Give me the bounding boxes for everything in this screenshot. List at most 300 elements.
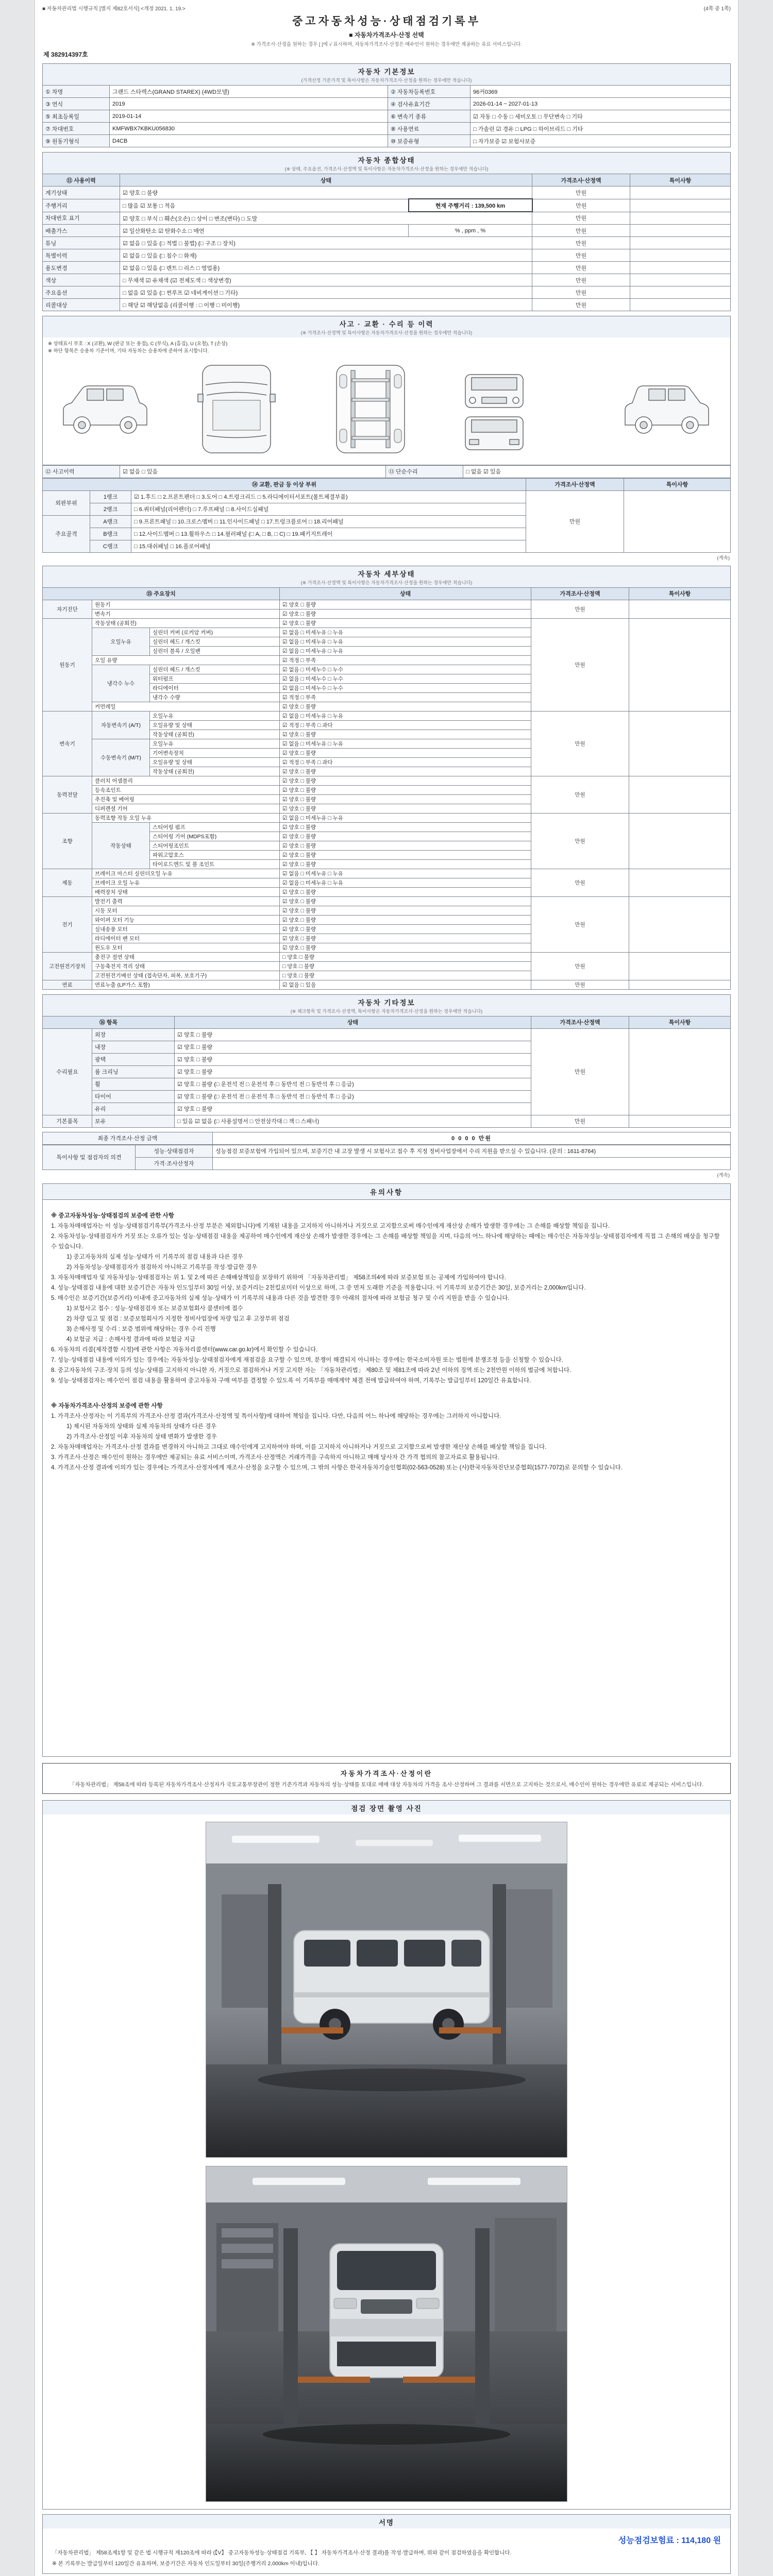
table-cell[interactable]: ☑ 없음 □ 미세누유 □ 누유 — [280, 628, 531, 637]
table-cell: 만원 — [532, 262, 630, 274]
table-cell: 오일유량 및 상태 — [150, 720, 280, 730]
table-cell — [630, 187, 731, 199]
column-header: 특이사항 — [630, 174, 731, 187]
table-cell[interactable]: ☑ 양호 □ 불량 — [280, 794, 531, 804]
notice-line: 1. 가격조사·산정자는 이 기록부의 가격조사·산정 결과(가격조사·산정액 및 특이사항)에 대하여 책임을 집니다. 다만, 다음의 어느 하나에 해당하는 경우에는 그러하지 아니합니다. — [51, 1413, 501, 1419]
table-cell: 변속기 — [43, 711, 92, 776]
table-cell: 실린더 블록 / 오일팬 — [150, 646, 280, 655]
table-cell: 전기 — [43, 896, 92, 952]
table-cell: 시동 모터 — [92, 906, 280, 915]
column-header: 상태 — [280, 587, 531, 600]
table-cell: 주행거리 — [43, 199, 120, 212]
notice-line: 2) 차량 입고 및 점검 : 보증보험회사가 지정한 정비사업장에 차량 입고 후 고장부위 점검 — [66, 1315, 290, 1322]
table-cell[interactable]: ☑ 없음 □ 있음 (□ 침수 □ 화재) — [120, 249, 532, 262]
notice-line: 3) 손해사정 및 수리 : 보증 범위에 해당하는 경우 수리 진행 — [66, 1326, 216, 1332]
table-cell: 만원 — [532, 237, 630, 249]
table-cell: 작동상태 (공회전) — [150, 730, 280, 739]
table-cell: 성능·상태점검자 — [136, 1145, 213, 1157]
table-cell: 기본품목 — [43, 1115, 92, 1127]
table-cell: 와이퍼 모터 기능 — [92, 915, 280, 924]
column-header: 상태 — [120, 174, 532, 187]
table-cell: 만원 — [531, 1115, 629, 1127]
table-cell[interactable]: □ 무채색 ☑ 유채색 (☑ 전체도색 □ 색상변경) — [120, 274, 532, 286]
table-cell[interactable]: ☑ 양호 □ 부식 □ 훼손(오손) □ 상이 □ 변조(변타) □ 도말 — [120, 212, 532, 225]
table-cell[interactable]: ☑ 없음 □ 미세누유 □ 누유 — [280, 813, 531, 822]
inspection-photo-2 — [206, 2166, 567, 2502]
table-cell: 그랜드 스타렉스(GRAND STAREX) (4WD모델) — [110, 86, 388, 98]
table-cell[interactable]: ☑ 없음 □ 있음 (□ 적법 □ 불법) (□ 구조 □ 장치) — [120, 237, 532, 249]
table-cell[interactable]: ☑ 없음 □ 미세누유 □ 누유 — [280, 739, 531, 748]
inspection-photos — [42, 1815, 731, 2510]
inspection-record-page — [35, 0, 738, 2576]
table-cell: 만원 — [531, 980, 629, 989]
comprehensive-state-table — [42, 174, 731, 311]
table-cell — [629, 980, 731, 989]
column-header: ⑯ 항목 — [43, 1016, 175, 1028]
table-cell: ⑥ 변속기 종류 — [388, 110, 470, 123]
table-cell[interactable]: ☑ 양호 □ 불량 — [280, 943, 531, 952]
table-cell: 최종 가격조사·산정 금액 — [43, 1132, 213, 1144]
notice-line — [51, 1386, 722, 1396]
table-cell: 타이로드엔드 및 볼 조인트 — [150, 859, 280, 869]
table-cell — [630, 212, 731, 225]
table-cell: 유리 — [92, 1103, 175, 1115]
notice-line: 4) 보험금 지급 : 손해사정 결과에 따라 보험금 지급 — [66, 1336, 196, 1343]
table-cell — [630, 262, 731, 274]
table-cell: 만원 — [531, 869, 629, 896]
table-cell — [629, 952, 731, 980]
table-cell: 작동상태 (공회전) — [150, 767, 280, 776]
column-header: 가격조사·산정액 — [526, 478, 624, 490]
photos-section-title: 점검 장면 촬영 사진 — [351, 1804, 422, 1812]
table-cell — [629, 600, 731, 618]
notice-line: 4. 성능·상태점검 내용에 대한 보증기간은 자동차 인도일부터 30일 이상, 보증거리는 2천킬로미터 이상으로 하며, 그 중 먼저 도래한 기준을 적용합니다. 이 기록부의 보증기간은 30일, 보증거리는 2,000km입니다. — [51, 1284, 586, 1291]
table-cell[interactable]: □ 있음 ☑ 없음 (□ 사용설명서 □ 안전삼각대 □ 잭 □ 스패너) — [175, 1115, 531, 1127]
inspection-insurance-fee — [52, 2534, 721, 2546]
column-header: 특이사항 — [629, 1016, 731, 1028]
table-cell: 작동상태 — [92, 822, 150, 869]
continued-marker-2: (계속) — [717, 1172, 730, 1178]
table-cell[interactable]: ☑ 양호 □ 불량 — [280, 785, 531, 794]
table-cell[interactable]: ☑ 일산화탄소 ☑ 탄화수소 □ 매연 — [120, 225, 409, 237]
table-cell[interactable]: ☑ 양호 □ 불량 — [175, 1041, 531, 1053]
price-survey-option[interactable]: ■ 자동차가격조사·산정 선택 — [349, 31, 424, 39]
table-cell: 실린더 헤드 / 개스킷 — [150, 665, 280, 674]
table-cell[interactable]: ☑ 양호 □ 불량 — [280, 859, 531, 869]
table-cell[interactable]: ☑ 없음 □ 미세누수 □ 누수 — [280, 665, 531, 674]
table-cell[interactable]: ☑ 양호 □ 불량 — [280, 896, 531, 906]
table-cell: 스티어링 펌프 — [150, 822, 280, 832]
table-cell[interactable]: ☑ 양호 □ 불량 — [280, 915, 531, 924]
notice-line: 1) 보험사고 접수 : 성능·상태점검자 또는 보증보험회사 콜센터에 접수 — [66, 1305, 243, 1312]
table-cell: 휠 — [92, 1078, 175, 1090]
table-cell: 라디에이터 팬 모터 — [92, 934, 280, 943]
column-header: ⑪ 사용이력 — [43, 174, 120, 187]
table-cell: 조향 — [43, 813, 92, 869]
table-cell — [630, 199, 731, 212]
notice-line: 2. 자동차매매업자는 가격조사·산정 결과를 변경하지 아니하고 그대로 매수인에게 고지하여야 하며, 이를 고지하지 아니하거나 거짓으로 고지함으로써 발생한 재산상 손해를 배상할 책임을 집니다. — [51, 1444, 547, 1450]
table-cell: KMFWBX7KBKU056830 — [110, 123, 388, 135]
notice-line: 2. 자동차성능·상태점검자가 거짓 또는 오류가 있는 성능·상태점검 내용을 제공하여 매수인에게 재산상 손해가 발생한 경우에는 그 손해를 배상할 책임을 지며, 다음의 어느 하나에 해당하는 때에는 매수인은 자동차성능·상태점검자에게 직접 그 손해의 배상을 청구할 수 있습니다. — [51, 1233, 720, 1250]
table-cell: 오일누유 — [150, 739, 280, 748]
table-cell[interactable]: ☑ 양호 □ 불량 — [175, 1053, 531, 1065]
table-cell: B랭크 — [90, 528, 131, 540]
table-cell: 연료누출 (LP가스 포함) — [92, 980, 280, 989]
table-cell: 워터펌프 — [150, 674, 280, 683]
table-cell: 광택 — [92, 1053, 175, 1065]
table-cell: 고전원전기배선 상태 (접속단자, 피복, 보호기구) — [92, 971, 280, 980]
table-cell: 오일누유 — [150, 711, 280, 720]
table-cell: 만원 — [531, 896, 629, 952]
table-cell: 계기상태 — [43, 187, 120, 199]
table-cell[interactable]: ☑ 없음 □ 있음 — [280, 980, 531, 989]
table-cell: 파워고압호스 — [150, 850, 280, 859]
table-cell[interactable]: □ 자가보증 ☑ 보험사보증 — [470, 135, 731, 147]
table-cell: % , ppm , % — [409, 225, 532, 237]
table-cell[interactable]: ☑ 적정 □ 부족 □ 과다 — [280, 757, 531, 767]
section-comprehensive-title: 자동차 종합상태 — [358, 157, 415, 164]
table-cell: 만원 — [531, 776, 629, 813]
table-cell: 자기진단 — [43, 600, 92, 618]
notice-line: 2) 자동차성능·상태점검자가 점검하지 아니하고 기록부를 작성·발급한 경우 — [66, 1264, 258, 1270]
table-cell[interactable]: ☑ 양호 □ 불량 — [280, 887, 531, 896]
table-cell[interactable]: ☑ 양호 □ 불량 — [280, 618, 531, 628]
table-cell: 실린더 커버 (로커암 커버) — [150, 628, 280, 637]
table-cell: 스티어링 기어 (MDPS포함) — [150, 832, 280, 841]
table-cell[interactable]: ☑ 없음 □ 미세누수 □ 누수 — [280, 674, 531, 683]
table-cell[interactable]: □ 15.대쉬패널 □ 16.플로어패널 — [131, 540, 526, 552]
section-accident-note: (※ 가격조사·산정액 및 특이사항은 자동차가격조사·산정을 원하는 경우에만 적습니다) — [300, 330, 473, 335]
section-etc-title: 자동차 기타정보 — [358, 998, 415, 1007]
table-cell: 성능점검 보증보험에 가입되어 있으며, 보증기간 내 고장 발생 시 보험사고 접수 후 지정 정비사업장에서 수리 지원을 받으실 수 있습니다. (문의 : 1611-8764) — [213, 1145, 731, 1157]
table-cell[interactable]: □ 없음 ☑ 있음 — [463, 465, 731, 478]
table-cell[interactable]: ☑ 없음 □ 미세누수 □ 누수 — [280, 683, 531, 692]
notice-line: 1. 자동차매매업자는 이 성능·상태점검기록부(가격조사·산정 부분은 제외합니다)에 기재된 내용을 고지하지 아니하거나 거짓으로 고지함으로써 매수인에게 재산상 손해가 발생한 경우에는 그 손해를 배상할 책임을 집니다. — [51, 1223, 610, 1229]
table-cell[interactable]: □ 9.프론트패널 □ 10.크로스멤버 □ 11.인사이드패널 □ 17.트렁크플로어 □ 18.리어패널 — [131, 515, 526, 528]
section-etc-note: (※ 체크항목 및 가격조사·산정액, 특이사항은 자동차가격조사·산정을 원하는 경우에만 적습니다) — [290, 1008, 483, 1014]
table-cell — [630, 225, 731, 237]
table-cell: ③ 연식 — [43, 98, 110, 110]
table-cell: 0 0 0 0 만원 — [213, 1132, 731, 1144]
column-header: 가격조사·산정액 — [531, 1016, 629, 1028]
table-cell: 만원 — [531, 813, 629, 869]
notice-line: 3. 가격조사·산정은 매수인이 원하는 경우에만 제공되는 유료 서비스이며, 가격조사·산정액은 거래가격을 구속하지 아니하고 매매 당사자 간 가격 협의의 참고자료로 활용됩니다. — [51, 1454, 499, 1461]
table-cell: 내장 — [92, 1041, 175, 1053]
table-cell: 원동기 — [43, 618, 92, 711]
table-cell: 자동변속기 (A/T) — [92, 711, 150, 739]
table-cell: 발전기 출력 — [92, 896, 280, 906]
signature-statement[interactable]: 「자동차관리법」 제58조제1항 및 같은 법 시행규칙 제120조에 따라 (【V】 중고자동차성능·상태점검 기록부, 【 】 자동차가격조사·산정 결과)를 작성·발급하며, 위와 같이 점검하였음을 확인합니다. — [52, 2549, 512, 2556]
inspector-opinion-table — [42, 1145, 731, 1170]
table-cell: 충전구 절연 상태 — [92, 952, 280, 961]
table-cell: 리콜대상 — [43, 299, 120, 311]
table-cell[interactable]: □ 없음 ☑ 있음 (□ 썬루프 ☑ 네비게이션 □ 기타) — [120, 286, 532, 299]
table-cell[interactable]: ☑ 양호 □ 불량 — [280, 850, 531, 859]
notice-line: 2) 가격조사·산정일 이후 자동차의 상태 변화가 발생한 경우 — [66, 1433, 217, 1440]
table-cell: 특이사항 및 점검자의 의견 — [43, 1145, 136, 1170]
table-cell: 2026-01-14 ~ 2027-01-13 — [470, 98, 731, 110]
table-cell[interactable]: ☑ 양호 □ 불량 (□ 운전석 전 □ 운전석 후 □ 동반석 전 □ 동반석 후 □ 응급) — [175, 1090, 531, 1103]
table-cell — [630, 237, 731, 249]
table-cell: 동력조향 작동 오일 누유 — [92, 813, 280, 822]
table-cell: 만원 — [531, 618, 629, 711]
table-cell: 추진축 및 베어링 — [92, 794, 280, 804]
table-cell: 클러치 어셈블리 — [92, 776, 280, 785]
table-cell: 만원 — [526, 490, 624, 552]
section-comprehensive-note: (※ 상태, 주요옵션, 가격조사·산정액 및 특이사항은 자동차가격조사·산정을 원하는 경우에만 적습니다) — [284, 166, 489, 172]
table-cell — [629, 869, 731, 896]
table-cell[interactable]: ☑ 없음 □ 미세누유 □ 누유 — [280, 878, 531, 887]
table-cell: 변속기 — [92, 609, 280, 618]
etc-info-table — [42, 1016, 731, 1128]
table-cell: 브레이크 마스터 실린더오일 누유 — [92, 869, 280, 878]
price-survey-info-title: 자동차가격조사·산정이란 — [340, 1769, 433, 1777]
table-cell[interactable]: □ 6.쿼터패널(리어펜더) □ 7.루프패널 □ 8.사이드실패널 — [131, 503, 526, 515]
table-cell — [629, 618, 731, 711]
table-cell: 만원 — [531, 711, 629, 776]
notice-line: 1) 중고자동차의 실제 성능·상태가 이 기록부의 점검 내용과 다른 경우 — [66, 1253, 243, 1260]
table-cell[interactable]: ☑ 적정 □ 부족 — [280, 692, 531, 702]
table-cell: 만원 — [532, 299, 630, 311]
table-cell[interactable]: □ 양호 □ 불량 — [280, 961, 531, 971]
column-header: 특이사항 — [629, 587, 731, 600]
table-cell: 스티어링조인트 — [150, 841, 280, 850]
table-cell: ⑨ 원동기형식 — [43, 135, 110, 147]
table-cell[interactable]: ☑ 양호 □ 불량 — [175, 1065, 531, 1078]
damage-code-legend: ※ 상태표시 부호 : X (교환), W (판금 또는 용접), C (부식), A (흠집), U (요철), T (손상) — [48, 341, 228, 347]
table-cell: 만원 — [532, 249, 630, 262]
table-cell[interactable]: ☑ 자동 □ 수동 □ 세미오토 □ 무단변속 □ 기타 — [470, 110, 731, 123]
table-cell: 보유 — [92, 1115, 175, 1127]
notice-line: 3. 자동차매매업자 및 자동차성능·상태점검자는 위 1. 및 2.에 따른 손해배상책임을 보장하기 위하여 「자동차관리법」 제58조의4에 따라 보증보험 또는 공제에 가입하여야 합니다. — [51, 1274, 506, 1281]
table-cell: ⑧ 사용연료 — [388, 123, 470, 135]
notices-section — [42, 1183, 731, 1757]
table-cell: 만원 — [532, 274, 630, 286]
document-number: 제 382914397호 — [43, 51, 88, 58]
table-cell[interactable]: ☑ 없음 □ 있음 (□ 렌트 □ 리스 □ 영업용) — [120, 262, 532, 274]
table-cell — [629, 711, 731, 776]
table-cell[interactable]: ☑ 양호 □ 불량 — [175, 1103, 531, 1115]
continued-marker: (계속) — [717, 555, 730, 561]
table-cell[interactable]: □ 해당 ☑ 해당없음 (리콜이행 : □ 이행 □ 미이행) — [120, 299, 532, 311]
accident-history-table — [42, 465, 731, 478]
table-cell — [629, 1115, 731, 1127]
final-price-table — [42, 1132, 731, 1145]
table-cell: 제동 — [43, 869, 92, 896]
table-cell: 만원 — [531, 600, 629, 618]
notice-line: 6. 자동차의 리콜(제작결함 시정)에 관한 사항은 자동차리콜센터(www.car.go.kr)에서 확인할 수 있습니다. — [51, 1346, 318, 1353]
table-cell: 오일 유량 — [92, 655, 280, 665]
notice-line: 1) 제시된 자동차의 상태와 실제 자동차의 상태가 다른 경우 — [66, 1423, 217, 1430]
table-cell: 만원 — [531, 1028, 629, 1115]
table-cell: 만원 — [532, 199, 630, 212]
table-cell: 만원 — [532, 187, 630, 199]
table-cell: 동력전달 — [43, 776, 92, 813]
table-cell: ① 차명 — [43, 86, 110, 98]
table-cell[interactable]: ☑ 양호 □ 불량 (□ 운전석 전 □ 운전석 후 □ 동반석 전 □ 동반석 후 □ 응급) — [175, 1078, 531, 1090]
car-views-diagram — [48, 357, 726, 460]
notice-line: ※ 자동차가격조사·산정의 보증에 관한 사항 — [51, 1402, 163, 1409]
table-cell: 작동상태 (공회전) — [92, 618, 280, 628]
column-header: 가격조사·산정액 — [532, 174, 630, 187]
table-cell[interactable]: ☑ 양호 □ 불량 — [280, 776, 531, 785]
table-cell: 타이어 — [92, 1090, 175, 1103]
table-cell[interactable]: ☑ 양호 □ 불량 — [280, 748, 531, 757]
table-cell[interactable]: ☑ 양호 □ 불량 — [280, 600, 531, 609]
table-cell: 만원 — [531, 952, 629, 980]
table-cell: ⑤ 최초등록일 — [43, 110, 110, 123]
table-cell: 실내송풍 모터 — [92, 924, 280, 934]
table-cell[interactable]: ☑ 양호 □ 불량 — [280, 822, 531, 832]
table-cell — [629, 896, 731, 952]
table-cell: 2랭크 — [90, 503, 131, 515]
notice-line: 7. 성능·상태점검 내용에 이의가 있는 경우에는 자동차성능·상태점검자에게 재점검을 요구할 수 있으며, 분쟁이 해결되지 아니하는 경우에는 한국소비자원 또는 법원에 분쟁조정 등을 신청할 수 있습니다. — [51, 1357, 563, 1363]
table-cell: 브레이크 오일 누유 — [92, 878, 280, 887]
signature-title: 서명 — [378, 2518, 395, 2527]
signature-note: ※ 본 기록부는 발급일부터 120일간 유효하며, 보증기간은 자동차 인도일부터 30일(주행거리 2,000km 이내)입니다. — [52, 2560, 320, 2567]
table-cell: 룸 크리닝 — [92, 1065, 175, 1078]
table-cell[interactable]: ☑ 없음 □ 미세누유 □ 누유 — [280, 646, 531, 655]
section-detail-note: (※ 가격조사·산정액 및 특이사항은 자동차가격조사·산정을 원하는 경우에만 적습니다) — [300, 580, 473, 585]
table-cell: 라디에이터 — [150, 683, 280, 692]
section-basic-title: 자동차 기본정보 — [358, 68, 415, 76]
table-cell — [629, 776, 731, 813]
table-cell: 현재 주행거리 : 139,500 km — [409, 199, 532, 212]
column-header: 상태 — [175, 1016, 531, 1028]
table-cell[interactable]: ☑ 적정 □ 부족 □ 과다 — [280, 720, 531, 730]
table-cell[interactable]: □ 많음 ☑ 보통 □ 적음 — [120, 199, 409, 212]
signature-band — [42, 2514, 731, 2529]
table-cell: ⑫ 사고이력 — [43, 465, 120, 478]
table-cell: 연료 — [43, 980, 92, 989]
table-cell: 특별이력 — [43, 249, 120, 262]
table-cell: ⑩ 보증유형 — [388, 135, 470, 147]
table-cell: 수동변속기 (M/T) — [92, 739, 150, 776]
table-cell[interactable]: ☑ 양호 □ 불량 — [280, 767, 531, 776]
table-cell: 만원 — [532, 212, 630, 225]
document-title: 중고자동차성능·상태점검기록부 — [292, 15, 481, 27]
notice-line: 5. 매수인은 보증기간(보증거리) 이내에 중고자동차의 실제 성능·상태가 이 기록부의 내용과 다른 것을 발견한 경우 아래의 절차에 따라 보험금 청구 및 수리 지원을 받을 수 있습니다. — [51, 1295, 510, 1301]
section-basic-note: (가격산정 기준가격 및 특이사항은 자동차가격조사·산정을 원하는 경우에만 적습니다) — [301, 78, 472, 83]
damage-code-legend-2: ※ 하단 항목은 승용차 기준이며, 기타 자동차는 승용차에 준하여 표시합니다. — [48, 348, 209, 354]
car-damage-diagram — [42, 337, 731, 465]
table-cell: ⑦ 차대번호 — [43, 123, 110, 135]
column-header: ⑮ 주요장치 — [43, 587, 280, 600]
table-cell[interactable]: ☑ 양호 □ 불량 — [280, 934, 531, 943]
notice-line: 4. 가격조사·산정 결과에 이의가 있는 경우에는 가격조사·산정자에게 재조사·산정을 요구할 수 있으며, 그 밖의 사항은 한국자동차기술인협회(02-563-0528) 또는 (사)한국자동차진단보증협회(1577-7072)로 문의할 수 있습니다. — [51, 1464, 623, 1471]
table-cell[interactable]: ☑ 없음 □ 미세누유 □ 누유 — [280, 869, 531, 878]
table-cell: 배력장치 상태 — [92, 887, 280, 896]
price-survey-info-box — [42, 1763, 731, 1794]
inspection-photo-1 — [206, 1822, 567, 2158]
section-etc-band — [42, 994, 731, 1016]
table-cell: ② 자동차등록번호 — [388, 86, 470, 98]
table-cell: 만원 — [532, 225, 630, 237]
table-cell: 색상 — [43, 274, 120, 286]
section-basic-band — [42, 63, 731, 85]
table-cell: 96커0369 — [470, 86, 731, 98]
table-cell: C랭크 — [90, 540, 131, 552]
notices-body — [43, 1200, 730, 1756]
table-cell[interactable]: ☑ 양호 □ 불량 — [280, 730, 531, 739]
form-reference: ■ 자동차관리법 시행규칙 [별지 제82호서식] <개정 2021. 1. 19.> — [42, 6, 186, 12]
table-cell — [213, 1157, 731, 1170]
table-cell: 실린더 헤드 / 개스킷 — [150, 637, 280, 646]
notice-line: 9. 성능·상태점검자는 매수인이 점검 내용을 활용하여 중고자동차 구매 여부를 결정할 수 있도록 이 기록부를 매매계약 체결 전에 발급하여야 하며, 기록부는 발급일부터 120일간 유효합니다. — [51, 1377, 531, 1384]
table-cell: 외장 — [92, 1028, 175, 1041]
table-cell: A랭크 — [90, 515, 131, 528]
table-cell — [624, 490, 731, 552]
table-cell: 용도변경 — [43, 262, 120, 274]
table-cell: 원동기 — [92, 600, 280, 609]
table-cell[interactable]: ☑ 양호 □ 불량 — [280, 804, 531, 813]
exchange-repair-table — [42, 478, 731, 553]
table-cell — [630, 274, 731, 286]
table-cell[interactable]: ☑ 1.후드 □ 2.프론트펜더 □ 3.도어 □ 4.트렁크리드 □ 5.라디에이터서포트(볼트체결부품) — [131, 490, 526, 503]
table-cell[interactable]: □ 양호 □ 불량 — [280, 971, 531, 980]
column-header: 가격조사·산정액 — [531, 587, 629, 600]
table-cell[interactable]: ☑ 양호 □ 불량 — [280, 832, 531, 841]
table-cell: 2019 — [110, 98, 388, 110]
table-cell[interactable]: ☑ 양호 □ 불량 — [280, 841, 531, 850]
table-cell: 오일유량 및 상태 — [150, 757, 280, 767]
table-cell[interactable]: □ 가솔린 ☑ 경유 □ LPG □ 하이브리드 □ 기타 — [470, 123, 731, 135]
photos-section-band — [42, 1800, 731, 1815]
table-cell[interactable]: ☑ 양호 □ 불량 — [175, 1028, 531, 1041]
table-cell: 기어변속장치 — [150, 748, 280, 757]
table-cell[interactable]: ☑ 양호 □ 불량 — [280, 609, 531, 618]
table-cell: 만원 — [532, 286, 630, 299]
table-cell[interactable]: ☑ 양호 □ 불량 — [280, 906, 531, 915]
table-cell: D4CB — [110, 135, 388, 147]
table-cell — [629, 1028, 731, 1115]
table-cell: 윈도우 모터 — [92, 943, 280, 952]
table-cell: 차대번호 표기 — [43, 212, 120, 225]
notice-line: ※ 중고자동차성능·상태점검의 보증에 관한 사항 — [51, 1212, 174, 1219]
table-cell: 오일누유 — [92, 628, 150, 655]
section-accident-title: 사고 · 교환 · 수리 등 이력 — [339, 320, 434, 328]
notices-title: 유의사항 — [43, 1184, 730, 1200]
table-cell: 구동축전지 격리 상태 — [92, 961, 280, 971]
table-cell[interactable]: □ 양호 □ 불량 — [280, 952, 531, 961]
table-cell: ④ 검사유효기간 — [388, 98, 470, 110]
fee-value: 114,180 원 — [681, 2536, 721, 2545]
table-cell[interactable]: ☑ 적정 □ 부족 — [280, 655, 531, 665]
table-cell: 배출가스 — [43, 225, 120, 237]
table-cell: 커먼레일 — [92, 702, 280, 711]
table-cell — [629, 813, 731, 869]
table-cell[interactable]: ☑ 없음 □ 미세누유 □ 누유 — [280, 637, 531, 646]
table-cell[interactable]: ☑ 없음 □ 있음 — [120, 465, 386, 478]
table-cell — [630, 249, 731, 262]
column-header: 특이사항 — [624, 478, 731, 490]
table-cell: 외판부위 — [43, 490, 90, 515]
table-cell[interactable]: ☑ 양호 □ 불량 — [280, 702, 531, 711]
table-cell: ⑬ 단순수리 — [386, 465, 463, 478]
column-header: ⑭ 교환, 판금 등 이상 부위 — [43, 478, 526, 490]
signature-section — [42, 2529, 731, 2574]
table-cell[interactable]: ☑ 양호 □ 불량 — [280, 924, 531, 934]
table-cell: 튜닝 — [43, 237, 120, 249]
basic-info-table — [42, 85, 731, 147]
notice-line: 8. 중고자동차의 구조·장치 등의 성능·상태를 고지하지 아니한 자, 거짓으로 점검하거나 거짓 고지한 자는 「자동차관리법」 제80조 및 제81조에 따라 2년 이하의 징역 또는 2천만원 이하의 벌금에 처합니다. — [51, 1367, 572, 1374]
table-cell: 수리필요 — [43, 1028, 92, 1115]
table-cell[interactable]: ☑ 없음 □ 미세누유 □ 누유 — [280, 711, 531, 720]
table-cell[interactable]: □ 12.사이드멤버 □ 13.휠하우스 □ 14.필러패널 (□ A, □ B, □ C) □ 19.패키지트레이 — [131, 528, 526, 540]
table-cell: 고전원전기장치 — [43, 952, 92, 980]
table-cell: 등속조인트 — [92, 785, 280, 794]
table-cell[interactable]: ☑ 양호 □ 불량 — [120, 187, 532, 199]
